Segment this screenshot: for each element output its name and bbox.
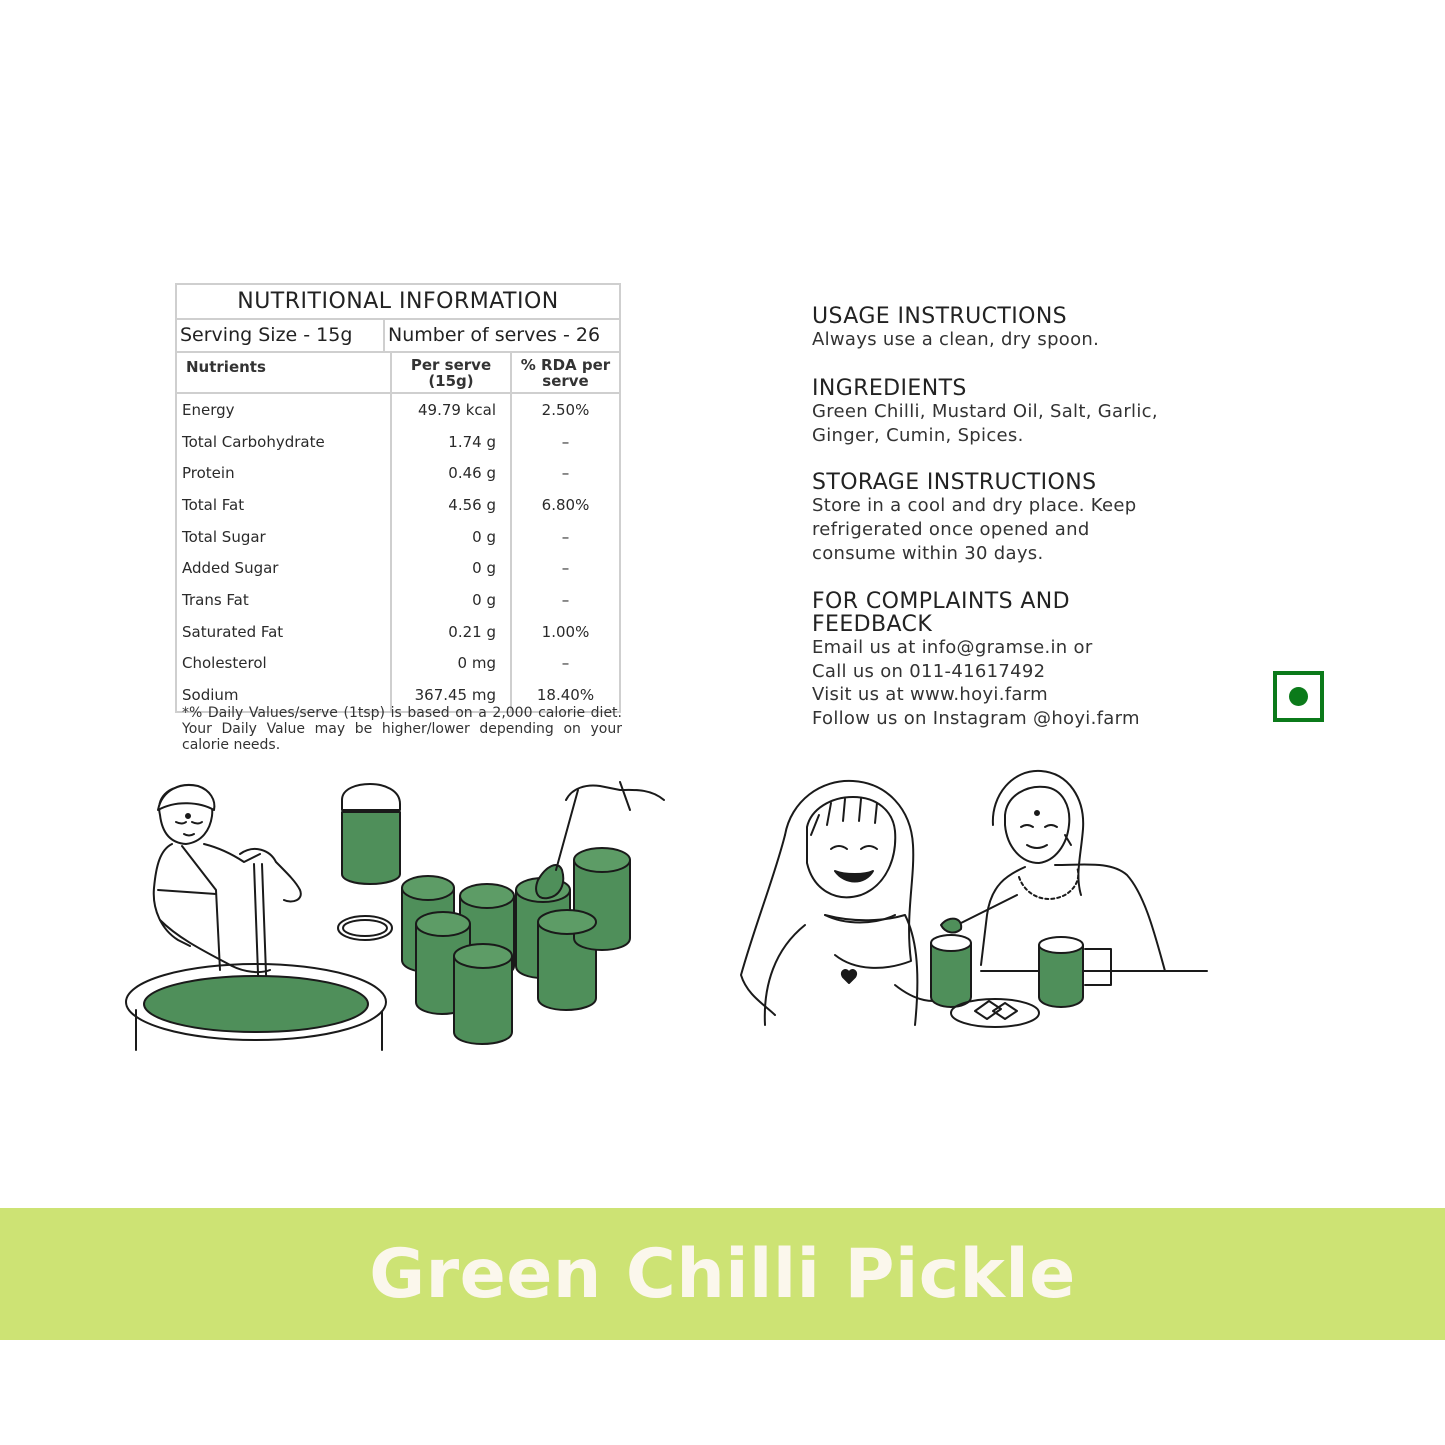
nutrient-name: Total Sugar: [177, 521, 391, 553]
storage-line: consume within 30 days.: [812, 543, 1044, 564]
storage-heading: STORAGE INSTRUCTIONS: [812, 470, 1097, 495]
usage-section: [812, 305, 1212, 352]
serving-size: Serving Size - 15g: [177, 320, 385, 351]
header-nutrients: Nutrients: [177, 353, 391, 393]
pickle-making-illustration: [120, 770, 670, 1055]
nutrient-name: Energy: [177, 393, 391, 426]
nutrient-name: Saturated Fat: [177, 616, 391, 648]
table-row: [177, 584, 619, 616]
storage-line: Store in a cool and dry place. Keep: [812, 495, 1137, 516]
table-row: [177, 552, 619, 584]
nutrient-rda: –: [561, 590, 570, 609]
ingredients-line: Ginger, Cumin, Spices.: [812, 425, 1024, 446]
veg-symbol-icon: [1273, 671, 1324, 722]
usage-heading: USAGE INSTRUCTIONS: [812, 304, 1068, 329]
nutrient-rda: –: [561, 654, 570, 673]
veg-dot: [1289, 687, 1308, 706]
nutrient-rda: 6.80%: [541, 495, 590, 514]
women-eating-pickle-illustration: [735, 765, 1210, 1030]
nutrient-name: Added Sugar: [177, 552, 391, 584]
ingredients-heading: INGREDIENTS: [812, 376, 967, 401]
ingredients-line: Green Chilli, Mustard Oil, Salt, Garlic,: [812, 401, 1158, 422]
nutrient-per-serve: 0 g: [391, 521, 511, 553]
nutrient-rda: 2.50%: [541, 400, 590, 419]
usage-text: Always use a clean, dry spoon.: [812, 329, 1100, 350]
nutrient-table: [177, 353, 619, 711]
header-rda: % RDA per serve: [511, 353, 619, 393]
nutrient-per-serve: 0 g: [391, 584, 511, 616]
serving-row: [177, 320, 619, 353]
nutrition-footnote: *% Daily Values/serve (1tsp) is based on a 2,000 calorie diet. Your Daily Value may be higher/lower depending on your calorie needs.: [182, 705, 622, 753]
nutrient-per-serve: 4.56 g: [391, 489, 511, 521]
complaints-instagram: Follow us on Instagram @hoyi.farm: [812, 707, 1140, 729]
nutrient-per-serve: 0 mg: [391, 648, 511, 680]
table-row: [177, 616, 619, 648]
header-per-serve: Per serve (15g): [391, 353, 511, 393]
nutrition-table: [175, 283, 621, 713]
complaints-heading: FEEDBACK: [812, 612, 933, 637]
nutrient-name: Total Fat: [177, 489, 391, 521]
nutrient-rda: –: [561, 432, 570, 451]
nutrient-name: Protein: [177, 457, 391, 489]
nutrient-per-serve: 49.79 kcal: [391, 393, 511, 426]
storage-line: refrigerated once opened and: [812, 519, 1090, 540]
table-row: [177, 457, 619, 489]
nutrient-per-serve: 0 g: [391, 552, 511, 584]
number-of-serves: Number of serves - 26: [388, 324, 601, 346]
nutrient-rda: –: [561, 464, 570, 483]
nutrient-per-serve: 1.74 g: [391, 426, 511, 458]
storage-section: [812, 471, 1212, 566]
complaints-website: Visit us at www.hoyi.farm: [812, 684, 1048, 705]
nutrient-per-serve: 0.46 g: [391, 457, 511, 489]
nutrient-per-serve: 367.45 mg: [391, 679, 511, 711]
nutrient-name: Trans Fat: [177, 584, 391, 616]
table-row: [177, 521, 619, 553]
table-row: [177, 648, 619, 680]
nutrient-rda: 18.40%: [536, 686, 595, 705]
nutrient-rda: –: [561, 527, 570, 546]
product-title: Green Chilli Pickle: [369, 1234, 1076, 1314]
complaints-phone: Call us on 011-41617492: [812, 660, 1046, 682]
complaints-section: [812, 590, 1212, 730]
nutrient-rda: 1.00%: [541, 622, 590, 641]
table-row: [177, 426, 619, 458]
nutrient-rda: –: [561, 559, 570, 578]
nutrient-name: Total Carbohydrate: [177, 426, 391, 458]
complaints-heading: FOR COMPLAINTS AND: [812, 589, 1070, 614]
nutrient-name: Sodium: [177, 679, 391, 711]
nutrition-title: NUTRITIONAL INFORMATION: [177, 285, 619, 320]
nutrient-header-row: [177, 353, 619, 393]
table-row: [177, 393, 619, 426]
nutrient-per-serve: 0.21 g: [391, 616, 511, 648]
complaints-email: Email us at info@gramse.in or: [812, 637, 1093, 658]
ingredients-section: [812, 377, 1212, 448]
table-row: [177, 489, 619, 521]
nutrient-name: Cholesterol: [177, 648, 391, 680]
product-banner: [0, 1208, 1445, 1340]
